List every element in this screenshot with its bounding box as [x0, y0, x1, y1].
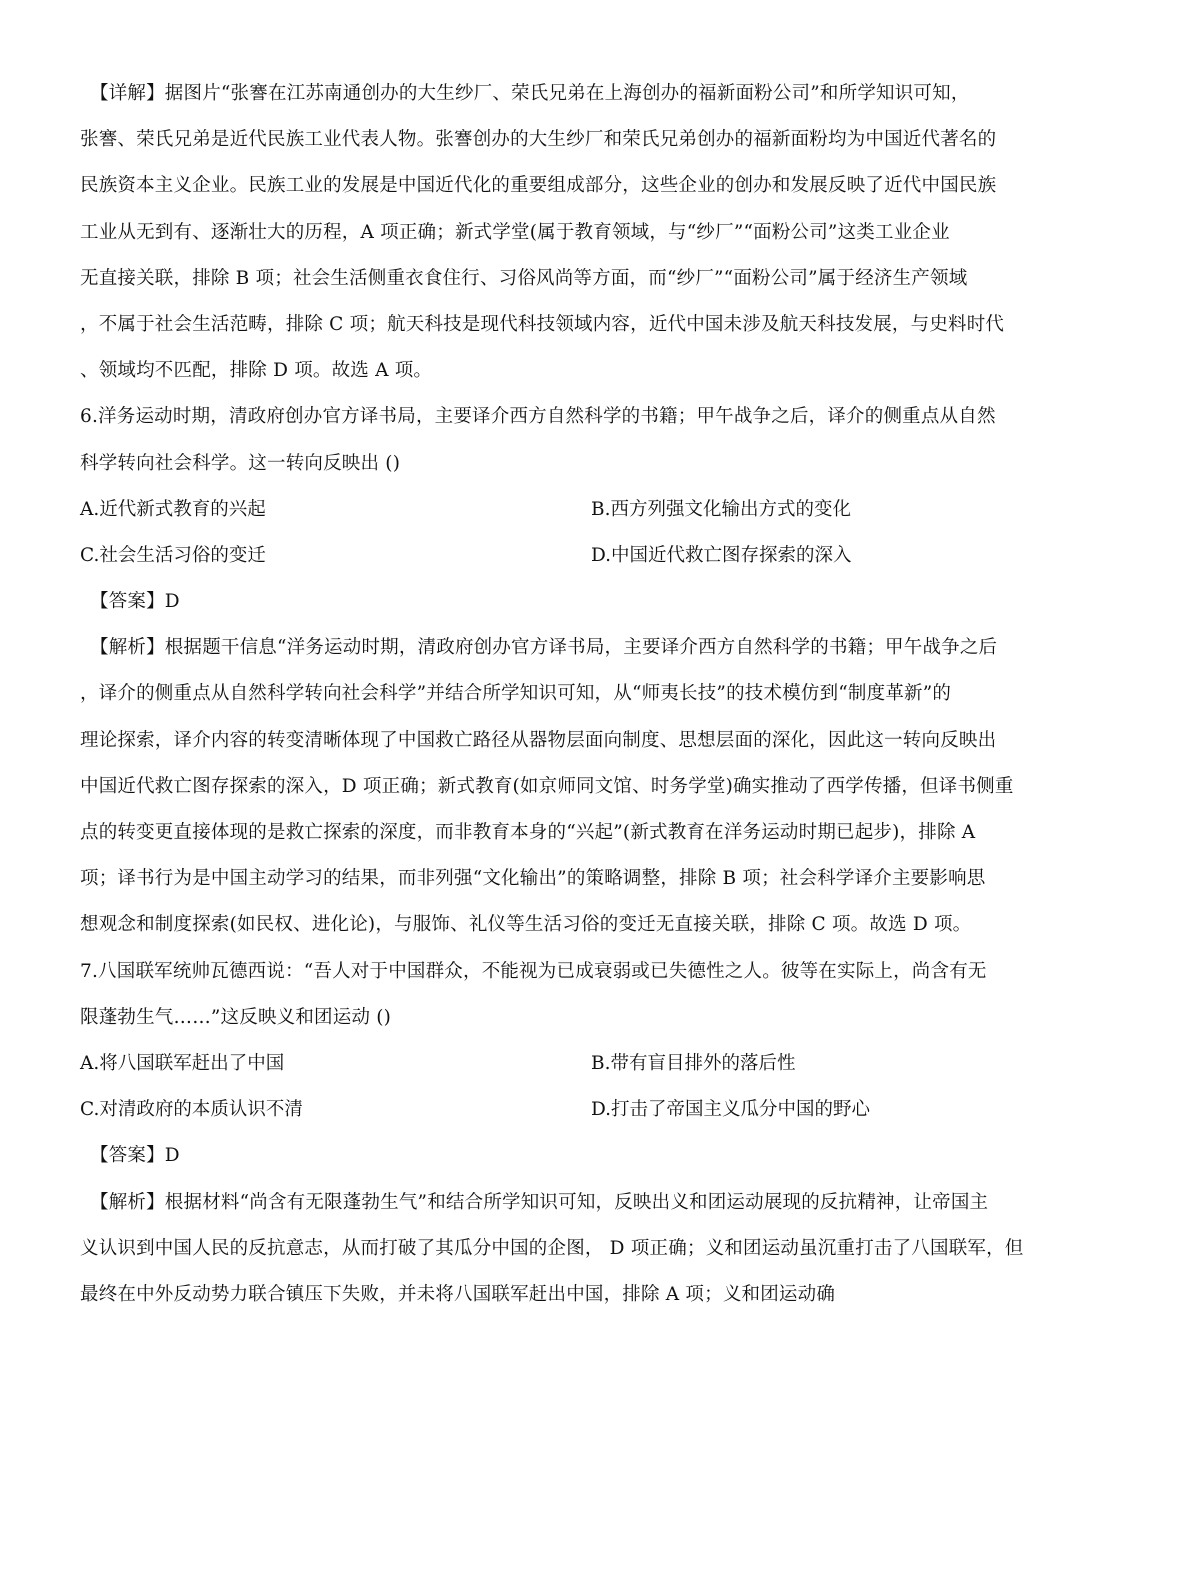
answer-line: 【答案】D [90, 1145, 180, 1167]
analysis-line: ，译介的侧重点从自然科学转向社会科学”并结合所学知识可知，从“师夷长技”的技术模仿到“制度革新”的 [80, 683, 952, 705]
option-row [80, 498, 1100, 521]
text-line: ，不属于社会生活范畴，排除 C 项；航天科技是现代科技领域内容，近代中国未涉及航天科技发展，与史料时代 [80, 313, 1005, 335]
analysis-line: 理论探索，译介内容的转变清晰体现了中国救亡路径从器物层面向制度、思想层面的深化，因此这一转向反映出 [80, 729, 997, 751]
q5-explanation [80, 82, 1100, 382]
text-line: 【详解】据图片“张謇在江苏南通创办的大生纱厂、荣氏兄弟在上海创办的福新面粉公司”和所学知识可知， [90, 83, 970, 104]
analysis-line: 【解析】根据材料“尚含有无限蓬勃生气”和结合所学知识可知，反映出义和团运动展现的反抗精神，让帝国主 [90, 1191, 989, 1213]
question-stem-line: 6.洋务运动时期，清政府创办官方译书局，主要译介西方自然科学的书籍；甲午战争之后，译介的侧重点从自然 [80, 406, 996, 428]
option-a: A.将八国联军赶出了中国 [80, 1052, 285, 1074]
question-stem-line: 科学转向社会科学。这一转向反映出 () [80, 452, 401, 474]
analysis-line: 义认识到中国人民的反抗意志，从而打破了其瓜分中国的企图， D 项正确；义和团运动虽沉重打击了八国联军，但 [80, 1237, 1024, 1259]
analysis-line: 中国近代救亡图存探索的深入，D 项正确；新式教育(如京师同文馆、时务学堂)确实推动了西学传播，但译书侧重 [80, 775, 1014, 797]
analysis-line: 【解析】根据题干信息“洋务运动时期，清政府创办官方译书局，主要译介西方自然科学的书籍；甲午战争之后 [90, 637, 998, 659]
document-page [80, 82, 1100, 1329]
text-line: 张謇、荣氏兄弟是近代民族工业代表人物。张謇创办的大生纱厂和荣氏兄弟创办的福新面粉均为中国近代著名的 [80, 129, 997, 151]
question-stem-line: 7.八国联军统帅瓦德西说：“吾人对于中国群众，不能视为已成衰弱或已失德性之人。彼等在实际上，尚含有无 [80, 960, 987, 982]
option-b: B.西方列强文化输出方式的变化 [591, 498, 851, 520]
option-row [80, 1052, 1100, 1075]
option-c: C.对清政府的本质认识不清 [80, 1099, 303, 1121]
option-b: B.带有盲目排外的落后性 [591, 1052, 796, 1074]
question-stem-line: 限蓬勃生气……”这反映义和团运动 () [80, 1006, 392, 1028]
text-line: 民族资本主义企业。民族工业的发展是中国近代化的重要组成部分，这些企业的创办和发展反映了近代中国民族 [80, 175, 997, 197]
option-d: D.打击了帝国主义瓜分中国的野心 [591, 1099, 871, 1121]
option-d: D.中国近代救亡图存探索的深入 [591, 544, 852, 566]
analysis-line: 项；译书行为是中国主动学习的结果，而非列强“文化输出”的策略调整，排除 B 项；社会科学译介主要影响思 [80, 868, 986, 890]
text-line: 、领域均不匹配，排除 D 项。故选 A 项。 [80, 360, 433, 382]
analysis-line: 想观念和制度探索(如民权、进化论)，与服饰、礼仪等生活习俗的变迁无直接关联，排除 C 项。故选 D 项。 [80, 914, 972, 936]
question-7 [80, 960, 1100, 1306]
option-row [80, 544, 1100, 567]
option-row [80, 1098, 1100, 1121]
option-a: A.近代新式教育的兴起 [80, 498, 266, 520]
option-c: C.社会生活习俗的变迁 [80, 544, 266, 566]
answer-line: 【答案】D [90, 591, 180, 613]
question-6 [80, 405, 1100, 936]
analysis-line: 最终在中外反动势力联合镇压下失败，并未将八国联军赶出中国，排除 A 项；义和团运动确 [80, 1283, 836, 1305]
analysis-line: 点的转变更直接体现的是救亡探索的深度，而非教育本身的“兴起”(新式教育在洋务运动时期已起步)，排除 A [80, 822, 976, 843]
text-line: 无直接关联，排除 B 项；社会生活侧重衣食住行、习俗风尚等方面，而“纱厂”“面粉公司”属于经济生产领域 [80, 267, 968, 289]
text-line: 工业从无到有、逐渐壮大的历程，A 项正确；新式学堂(属于教育领域，与“纱厂”“面粉公司”这类工业企业 [80, 221, 950, 243]
